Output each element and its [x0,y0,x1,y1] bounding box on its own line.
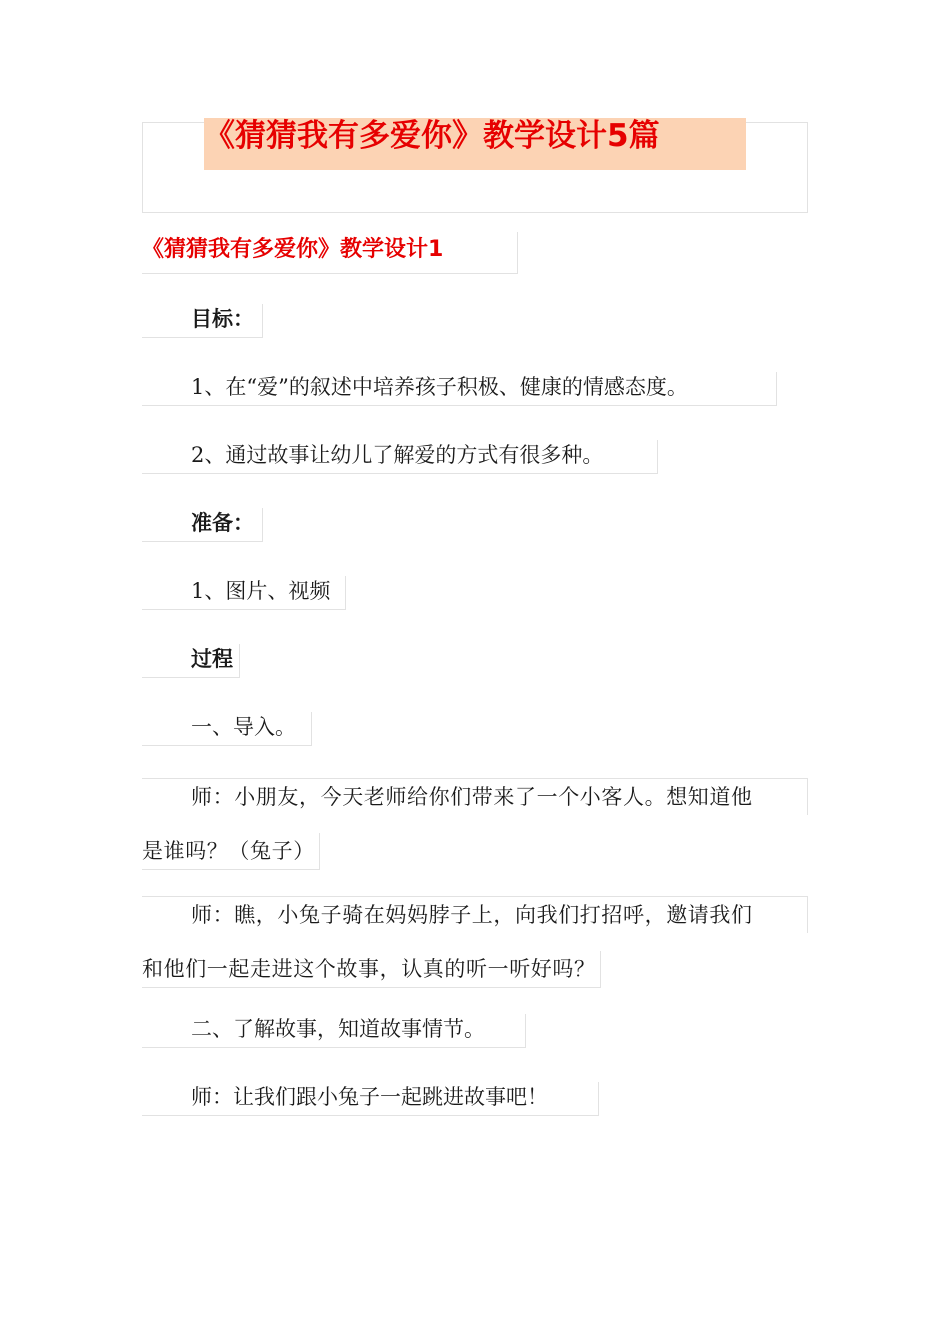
step-1-heading: 一、导入。 [142,712,312,746]
document-title: 《猜猜我有多爱你》教学设计5篇 [204,118,660,154]
prep-heading: 准备： [142,508,263,542]
step-2-heading: 二、了解故事，知道故事情节。 [142,1014,526,1048]
goal-heading: 目标： [142,304,263,338]
paragraph-2-line-1: 师：瞧，小兔子骑在妈妈脖子上，向我们打招呼，邀请我们 [142,896,808,933]
goal-item-2: 2、通过故事让幼儿了解爱的方式有很多种。 [142,440,658,474]
paragraph-1 [142,778,808,876]
paragraph-2-line-2: 和他们一起走进这个故事，认真的听一听好吗？ [142,951,601,988]
section-title: 《猜猜我有多爱你》教学设计1 [142,232,518,274]
prep-item-1: 1、图片、视频 [142,576,346,610]
paragraph-1-line-2: 是谁吗？（兔子） [142,833,320,870]
paragraph-2 [142,896,808,994]
goal-item-1: 1、在“爱”的叙述中培养孩子积极、健康的情感态度。 [142,372,777,406]
paragraph-1-line-1: 师：小朋友，今天老师给你们带来了一个小客人。想知道他 [142,778,808,815]
process-heading: 过程 [142,644,240,678]
paragraph-3: 师：让我们跟小兔子一起跳进故事吧！ [142,1082,599,1116]
